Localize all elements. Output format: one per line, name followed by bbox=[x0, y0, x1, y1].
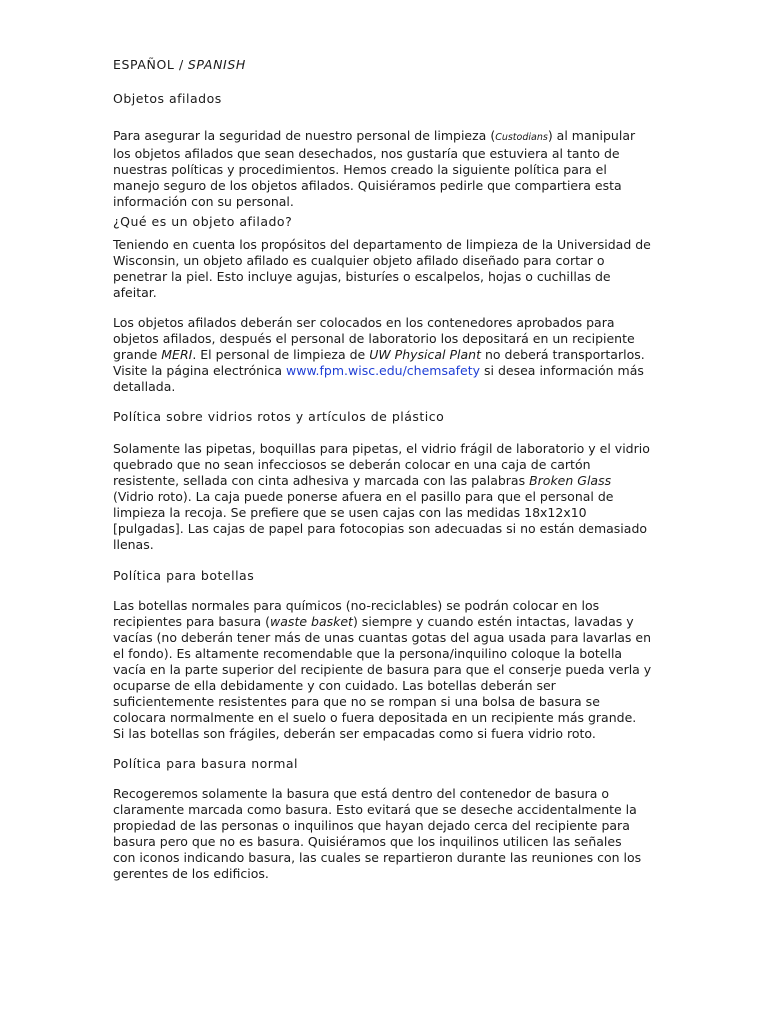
broken-glass-heading: Política sobre vidrios rotos y artículos de plástico bbox=[113, 409, 445, 424]
uw-physical-plant-term: UW Physical Plant bbox=[369, 347, 481, 362]
what-is-sharp-heading: ¿Qué es un objeto afilado? bbox=[113, 214, 293, 229]
bottles-paragraph: Las botellas normales para químicos (no-reciclables) se podrán colocar en los recipientes para basura (waste basket) siempre y cuando estén intactas, lavadas y vacías (no deberán tener más de unas cuantas gotas del agua usada para lavarlas en el fondo). Es altamente recomendable que la persona/inquilino coloque la botella vacía en la parte superior del recipiente de basura para que el conserje pueda verla y ocuparse de ella debidamente y con cuidado. Las botellas deberán ser suficientemente resistentes para que no se rompan si una bolsa de basura se colocara normalmente en el suelo o fuera depositada en un recipiente más grande. Si las botellas son frágiles, deberán ser empacadas como si fuera vidrio roto. bbox=[113, 598, 652, 741]
intro-paragraph: Para asegurar la seguridad de nuestro personal de limpieza (Custodians) al manipular los objetos afilados que sean desechados, nos gustaría que estuviera al tanto de nuestras políticas y procedimientos. Hemos creado la siguiente política para el manejo seguro de los objetos afilados. Quisiéramos pedirle que compartiera esta información con su personal. bbox=[113, 128, 636, 209]
bottles-heading: Política para botellas bbox=[113, 568, 255, 583]
document-title: Objetos afilados bbox=[113, 91, 222, 106]
definition-paragraph: Teniendo en cuenta los propósitos del departamento de limpieza de la Universidad de Wisconsin, un objeto afilado es cualquier objeto afilado diseñado para cortar o penetrar la piel. Esto incluye agujas, bisturíes o escalpelos, hojas o cuchillas de afeitar. bbox=[113, 237, 651, 300]
language-line bbox=[113, 57, 246, 72]
normal-trash-paragraph: Recogeremos solamente la basura que está dentro del contenedor de basura o claramente marcada como basura. Esto evitará que se deseche accidentalmente la propiedad de las personas o inquilinos que hayan dejado cerca del recipiente para basura pero que no es basura. Quisiéramos que los inquilinos utilicen las señales con iconos indicando basura, las cuales se repartieron durante las reuniones con los gerentes de los edificios. bbox=[113, 786, 642, 881]
chemsafety-link[interactable]: www.fpm.wisc.edu/chemsafety bbox=[286, 363, 481, 378]
meri-term: MERI bbox=[161, 347, 193, 362]
custodians-term: Custodians bbox=[495, 132, 548, 143]
containers-paragraph: Los objetos afilados deberán ser colocados en los contenedores aprobados para objetos afilados, después el personal de laboratorio los depositará en un recipiente grande MERI. El personal de limpieza de UW Physical Plant no deberá transportarlos. Visite la página electrónica www.fpm.wisc.edu/chemsafety si desea información más detallada. bbox=[113, 315, 645, 394]
broken-glass-term: Broken Glass bbox=[529, 473, 612, 488]
normal-trash-heading: Política para basura normal bbox=[113, 756, 299, 771]
waste-basket-term: waste basket bbox=[270, 614, 353, 629]
broken-glass-paragraph: Solamente las pipetas, boquillas para pipetas, el vidrio frágil de laboratorio y el vidrio quebrado que no sean infecciosos se deberán colocar en una caja de cartón resistente, sellada con cinta adhesiva y marcada con las palabras Broken Glass (Vidrio roto). La caja puede ponerse afuera en el pasillo para que el personal de limpieza la recoja. Se prefiere que se usen cajas con las medidas 18x12x10 [pulgadas]. Las cajas de papel para fotocopias son adecuadas si no están demasiado llenas. bbox=[113, 441, 650, 552]
language-es: ESPAÑOL / bbox=[113, 57, 184, 72]
language-en: SPANISH bbox=[187, 57, 246, 72]
